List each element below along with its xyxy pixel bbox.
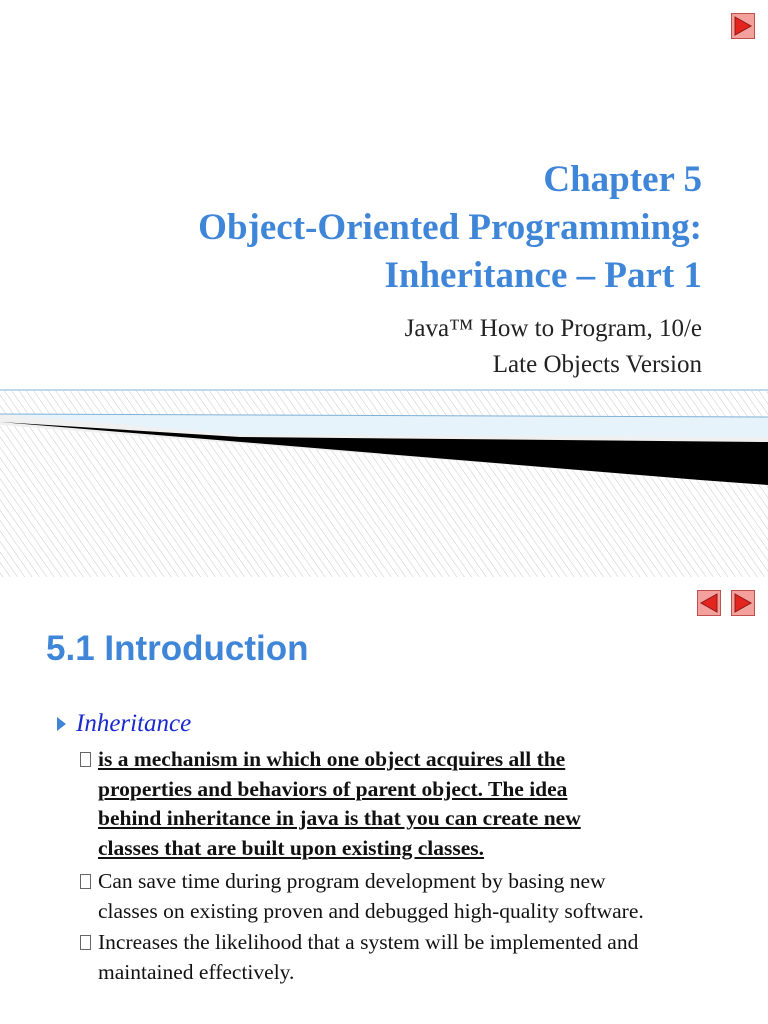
triangle-left-icon — [698, 591, 720, 615]
likelihood-line: maintained effectively. — [98, 959, 295, 984]
likelihood-line: Increases the likelihood that a system will be implemented and — [98, 930, 639, 954]
definition-line: behind inheritance in java is that you can create new — [98, 806, 581, 830]
title-line-chapter: Chapter 5 — [543, 159, 702, 200]
decorative-swoosh-band — [0, 385, 768, 577]
subbullet-likelihood — [80, 928, 760, 987]
triangle-right-icon — [732, 591, 754, 615]
next-slide-button[interactable] — [731, 13, 755, 39]
previous-slide-button[interactable] — [697, 590, 721, 616]
subtitle-book: Java™ How to Program, 10/e — [404, 315, 702, 342]
box-bullet-icon — [80, 874, 91, 889]
triangle-right-icon — [732, 14, 754, 38]
definition-line: properties and behaviors of parent object. The idea — [98, 776, 568, 801]
subbullet-save-time — [80, 867, 760, 926]
bullet-label: Inheritance — [76, 710, 192, 737]
subbullet-definition — [80, 745, 760, 863]
save-time-line: Can save time during program development by basing new — [98, 869, 606, 893]
box-bullet-icon — [80, 935, 91, 950]
slide-subtitle — [405, 311, 702, 383]
box-bullet-icon — [80, 752, 91, 767]
bullet-inheritance — [57, 709, 191, 739]
definition-line: is a mechanism in which one object acquires all the — [98, 747, 566, 771]
title-line-part: Inheritance – Part 1 — [384, 255, 702, 296]
title-line-topic: Object-Oriented Programming: — [198, 207, 702, 248]
next-slide-button[interactable] — [731, 590, 755, 616]
bullet-triangle-icon — [57, 717, 66, 731]
definition-line: classes that are built upon existing classes. — [98, 835, 485, 860]
slide-title — [198, 156, 702, 300]
subtitle-version: Late Objects Version — [492, 351, 702, 378]
slide-heading: 5.1 Introduction — [46, 629, 309, 668]
save-time-line: classes on existing proven and debugged high-quality software. — [98, 898, 644, 923]
content-slide — [0, 577, 768, 1024]
